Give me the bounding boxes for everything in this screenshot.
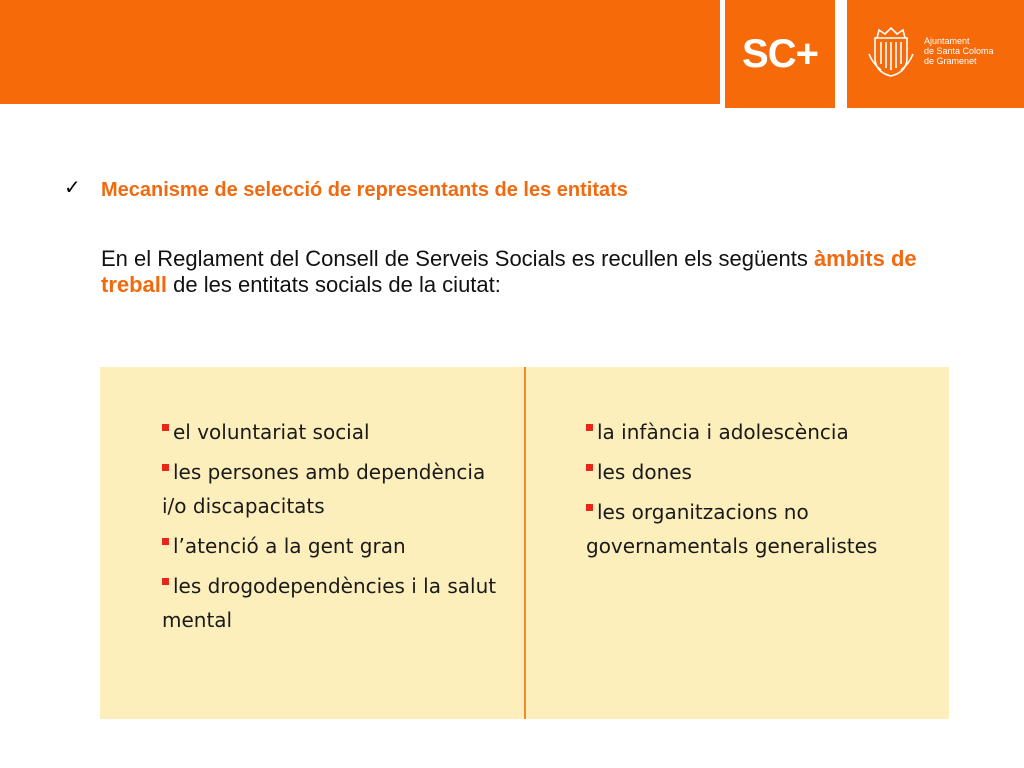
list-item bbox=[162, 529, 502, 563]
square-bullet-icon bbox=[162, 464, 169, 471]
areas-table bbox=[100, 367, 949, 719]
square-bullet-icon bbox=[586, 504, 593, 511]
intro-highlight: àmbits de treball bbox=[101, 246, 917, 297]
right-column bbox=[586, 415, 938, 569]
square-bullet-icon bbox=[586, 464, 593, 471]
header-band bbox=[0, 0, 720, 104]
left-list bbox=[162, 415, 502, 637]
list-item-text: el voluntariat social bbox=[173, 420, 370, 444]
slide-heading: Mecanisme de selecció de representants de les entitats bbox=[101, 179, 628, 201]
sc-plus-logo: SC+ bbox=[742, 32, 818, 76]
list-item-text: l’atenció a la gent gran bbox=[173, 534, 406, 558]
header-bar bbox=[0, 0, 1024, 108]
list-item-text: les persones amb dependència i/o discapacitats bbox=[162, 460, 486, 518]
square-bullet-icon bbox=[162, 424, 169, 431]
list-item-text: la infància i adolescència bbox=[597, 420, 849, 444]
right-list bbox=[586, 415, 938, 563]
sc-logo-panel bbox=[725, 0, 835, 108]
list-item-text: les organitzacions no governamentals generalistes bbox=[586, 500, 878, 558]
square-bullet-icon bbox=[162, 578, 169, 585]
intro-text-before: En el Reglament del Consell de Serveis Socials es recullen els següents bbox=[101, 246, 814, 271]
square-bullet-icon bbox=[586, 424, 593, 431]
checkmark-icon: ✓ bbox=[64, 177, 81, 199]
left-column bbox=[162, 415, 502, 643]
intro-text-after: de les entitats socials de la ciutat: bbox=[167, 272, 501, 297]
list-item bbox=[162, 455, 502, 523]
list-item-text: les drogodependències i la salut mental bbox=[162, 574, 497, 632]
intro-paragraph bbox=[101, 246, 931, 298]
list-item bbox=[162, 569, 502, 637]
list-item bbox=[162, 415, 502, 449]
square-bullet-icon bbox=[162, 538, 169, 545]
list-item bbox=[586, 455, 938, 489]
column-divider bbox=[524, 367, 526, 719]
city-line: de Santa Coloma bbox=[924, 46, 994, 56]
city-crest-icon bbox=[867, 24, 915, 80]
city-line: de Gramenet bbox=[924, 56, 977, 66]
city-logo-panel bbox=[847, 0, 1024, 108]
list-item-text: les dones bbox=[597, 460, 692, 484]
list-item bbox=[586, 415, 938, 449]
city-line: Ajuntament bbox=[924, 36, 970, 46]
list-item bbox=[586, 495, 938, 563]
city-name bbox=[924, 36, 994, 66]
